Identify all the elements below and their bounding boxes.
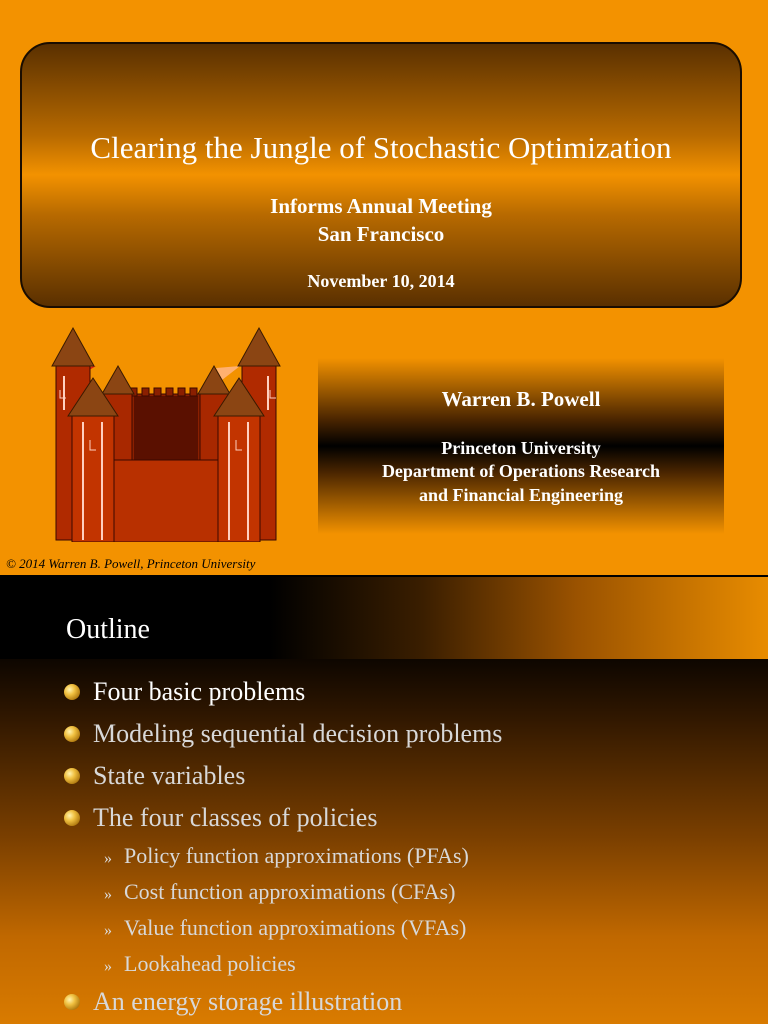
outline-subitem [104, 915, 466, 941]
bullet-icon [64, 810, 80, 826]
outline-item [64, 761, 245, 791]
outline-subitem-text: Policy function approximations (PFAs) [124, 843, 469, 868]
outline-item-text: Four basic problems [93, 677, 306, 706]
outline-item [64, 987, 402, 1017]
bullet-icon [64, 726, 80, 742]
castle-icon [46, 326, 286, 542]
presentation-title: Clearing the Jungle of Stochastic Optimization [90, 130, 672, 165]
presentation-date: November 10, 2014 [307, 271, 455, 291]
affiliation-line: Princeton University [441, 438, 601, 458]
chevron-right-icon: » [104, 886, 112, 903]
outline-subitem [104, 843, 469, 869]
event-location: San Francisco [317, 222, 445, 246]
outline-item-text: Modeling sequential decision problems [93, 719, 503, 748]
outline-item-text: An energy storage illustration [93, 987, 403, 1016]
title-box [20, 42, 742, 308]
chevron-right-icon: » [104, 922, 112, 939]
author-name: Warren B. Powell [441, 387, 601, 411]
affiliation-line: Department of Operations Research [381, 461, 661, 481]
outline-item [64, 803, 377, 833]
outline-slide [0, 577, 768, 1024]
bullet-icon [64, 684, 80, 700]
outline-subitem-text: Cost function approximations (CFAs) [124, 879, 456, 904]
author-box [318, 358, 724, 534]
outline-item-text: State variables [93, 761, 246, 790]
event-name: Informs Annual Meeting [270, 194, 492, 218]
outline-subitem [104, 951, 296, 977]
chevron-right-icon: » [104, 958, 112, 975]
outline-subitem-text: Value function approximations (VFAs) [124, 915, 467, 940]
affiliation-line: and Financial Engineering [418, 485, 624, 505]
outline-item [64, 677, 305, 707]
outline-subitem [104, 879, 455, 905]
outline-subitem-text: Lookahead policies [124, 951, 296, 976]
bullet-icon [64, 768, 80, 784]
chevron-right-icon: » [104, 850, 112, 867]
outline-item-text: The four classes of policies [93, 803, 378, 832]
copyright-notice: © 2014 Warren B. Powell, Princeton University [6, 556, 256, 571]
outline-item [64, 719, 502, 749]
slide-header [0, 577, 768, 659]
bullet-icon [64, 994, 80, 1010]
slide-title: Outline [66, 614, 150, 645]
